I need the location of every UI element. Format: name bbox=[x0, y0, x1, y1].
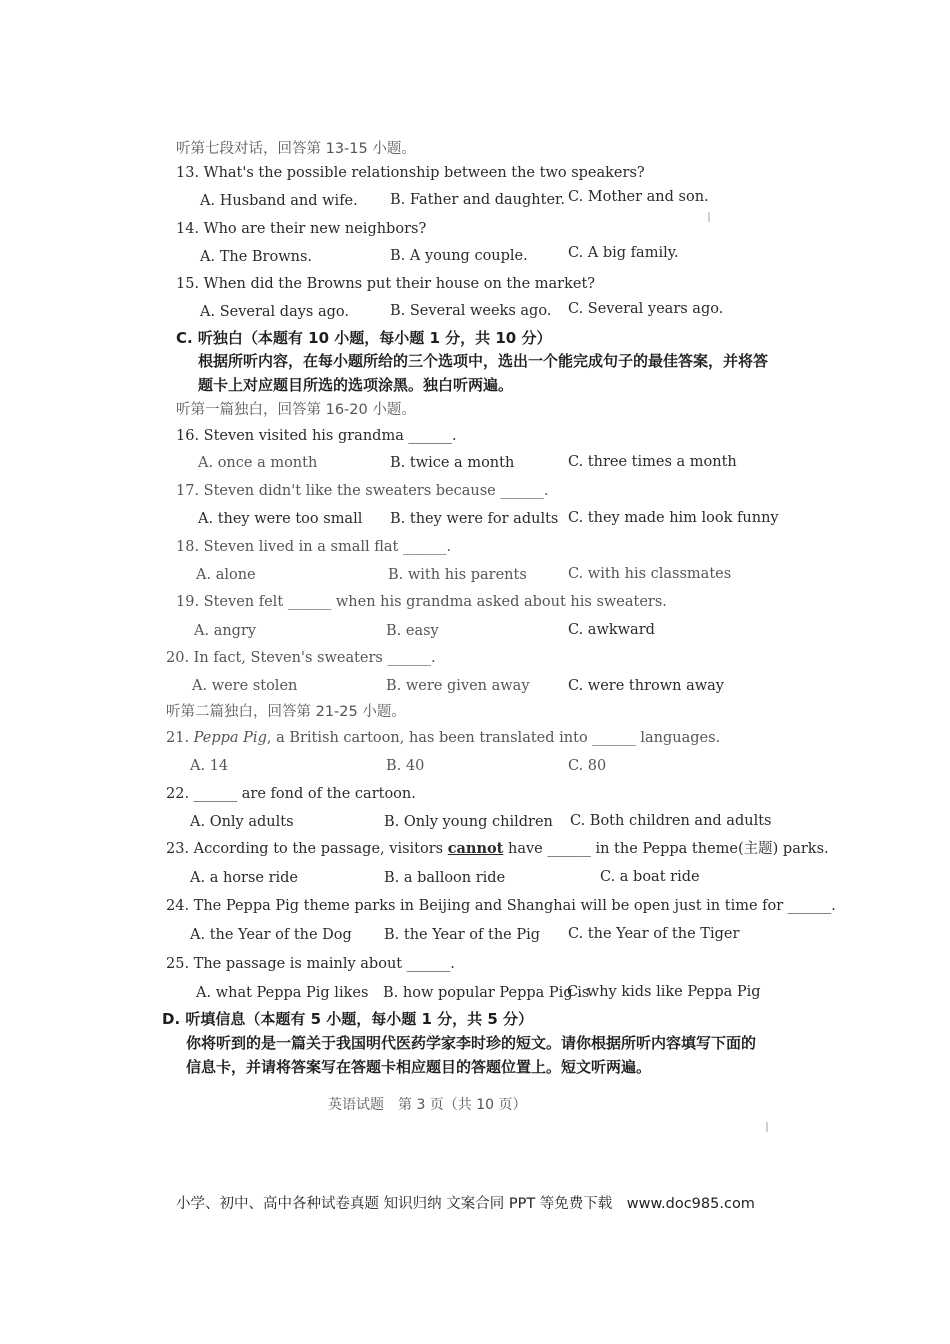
question-20-option-b: B. were given away bbox=[386, 678, 530, 694]
question-25-option-a: A. what Peppa Pig likes bbox=[196, 985, 369, 1001]
question-23-emphasis: cannot bbox=[447, 840, 504, 857]
section-c-instruction-2: 题卡上对应题目所选的选项涂黑。独白听两遍。 bbox=[198, 376, 514, 394]
question-14-option-c: C. A big family. bbox=[568, 245, 679, 261]
question-21-title-italic: Peppa Pig bbox=[193, 730, 267, 746]
question-25-stem: 25. The passage is mainly about ______. bbox=[166, 956, 455, 972]
question-23-option-a: A. a horse ride bbox=[190, 870, 299, 886]
question-18-stem: 18. Steven lived in a small flat ______. bbox=[176, 539, 452, 555]
question-18-option-c: C. with his classmates bbox=[568, 566, 732, 582]
question-22-option-c: C. Both children and adults bbox=[570, 813, 772, 829]
question-19-stem: 19. Steven felt ______ when his grandma asked about his sweaters. bbox=[176, 594, 667, 610]
question-17-option-b: B. they were for adults bbox=[390, 511, 559, 527]
question-16-option-b: B. twice a month bbox=[390, 455, 515, 471]
question-24-option-a: A. the Year of the Dog bbox=[190, 927, 352, 943]
question-23-option-b: B. a balloon ride bbox=[384, 870, 506, 886]
question-20-option-c: C. were thrown away bbox=[568, 678, 724, 694]
question-19-option-a: A. angry bbox=[194, 623, 257, 639]
question-21-rest: , a British cartoon, has been translated into ______ languages. bbox=[266, 730, 721, 746]
question-13-option-c: C. Mother and son. bbox=[568, 189, 709, 205]
question-23-stem bbox=[166, 840, 829, 858]
question-23-option-c: C. a boat ride bbox=[600, 869, 700, 885]
question-16-option-a: A. once a month bbox=[198, 455, 318, 471]
question-18-option-a: A. alone bbox=[196, 567, 256, 583]
scan-speck bbox=[708, 212, 710, 222]
question-16-stem: 16. Steven visited his grandma ______. bbox=[176, 428, 457, 444]
question-24-stem: 24. The Peppa Pig theme parks in Beijing and Shanghai will be open just in time for ______. bbox=[166, 898, 836, 914]
question-21-option-a: A. 14 bbox=[190, 758, 229, 774]
question-13-option-a: A. Husband and wife. bbox=[200, 193, 358, 209]
question-14-option-a: A. The Browns. bbox=[200, 249, 313, 265]
question-13-option-b: B. Father and daughter. bbox=[390, 192, 565, 208]
question-13-stem: 13. What's the possible relationship between the two speakers? bbox=[176, 165, 645, 181]
question-14-option-b: B. A young couple. bbox=[390, 248, 528, 264]
question-23-pre: 23. According to the passage, visitors bbox=[166, 841, 448, 857]
question-15-option-c: C. Several years ago. bbox=[568, 301, 724, 317]
scan-speck bbox=[766, 1122, 768, 1132]
question-14-stem: 14. Who are their new neighbors? bbox=[176, 221, 427, 237]
question-20-option-a: A. were stolen bbox=[192, 678, 298, 694]
question-15-option-b: B. Several weeks ago. bbox=[390, 303, 552, 319]
question-24-option-b: B. the Year of the Pig bbox=[384, 927, 541, 943]
dialogue-7-header: 听第七段对话，回答第 13-15 小题。 bbox=[176, 141, 416, 157]
question-16-option-c: C. three times a month bbox=[568, 454, 737, 470]
question-22-stem: 22. ______ are fond of the cartoon. bbox=[166, 786, 416, 802]
question-21-option-c: C. 80 bbox=[568, 758, 607, 774]
question-21-number: 21. bbox=[166, 730, 194, 746]
section-d-title: D. 听填信息（本题有 5 小题，每小题 1 分，共 5 分） bbox=[162, 1010, 534, 1028]
question-15-option-a: A. Several days ago. bbox=[200, 304, 349, 320]
question-22-option-a: A. Only adults bbox=[190, 814, 294, 830]
section-c-title: C. 听独白（本题有 10 小题，每小题 1 分，共 10 分） bbox=[176, 329, 552, 347]
question-21-stem bbox=[166, 729, 720, 747]
question-22-option-b: B. Only young children bbox=[384, 814, 553, 830]
question-17-stem: 17. Steven didn't like the sweaters because ______. bbox=[176, 483, 549, 499]
question-17-option-a: A. they were too small bbox=[198, 511, 363, 527]
question-21-option-b: B. 40 bbox=[386, 758, 425, 774]
section-d-instruction-2: 信息卡，并请将答案写在答题卡相应题目的答题位置上。短文听两遍。 bbox=[186, 1058, 652, 1076]
question-19-option-c: C. awkward bbox=[568, 622, 655, 638]
question-17-option-c: C. they made him look funny bbox=[568, 510, 779, 526]
question-25-option-b: B. how popular Peppa Pig is bbox=[383, 985, 590, 1001]
monologue-2-header: 听第二篇独白，回答第 21-25 小题。 bbox=[166, 704, 406, 720]
question-20-stem: 20. In fact, Steven's sweaters ______. bbox=[166, 650, 436, 666]
monologue-1-header: 听第一篇独白，回答第 16-20 小题。 bbox=[176, 402, 416, 418]
question-19-option-b: B. easy bbox=[386, 623, 439, 639]
section-d-instruction-1: 你将听到的是一篇关于我国明代医药学家李时珍的短文。请你根据所听内容填写下面的 bbox=[186, 1034, 757, 1052]
footer-ad-text: 小学、初中、高中各种试卷真题 知识归纳 文案合同 PPT 等免费下载 www.doc985.com bbox=[176, 1196, 755, 1212]
question-24-option-c: C. the Year of the Tiger bbox=[568, 926, 740, 942]
page-number: 英语试题 第 3 页（共 10 页） bbox=[328, 1097, 527, 1113]
question-18-option-b: B. with his parents bbox=[388, 567, 527, 583]
question-25-option-c: C. why kids like Peppa Pig bbox=[567, 984, 761, 1000]
section-c-instruction-1: 根据所听内容，在每小题所给的三个选项中，选出一个能完成句子的最佳答案，并将答 bbox=[198, 352, 769, 370]
question-23-post: have ______ in the Peppa theme(主题) parks. bbox=[503, 841, 829, 857]
question-15-stem: 15. When did the Browns put their house on the market? bbox=[176, 276, 596, 292]
